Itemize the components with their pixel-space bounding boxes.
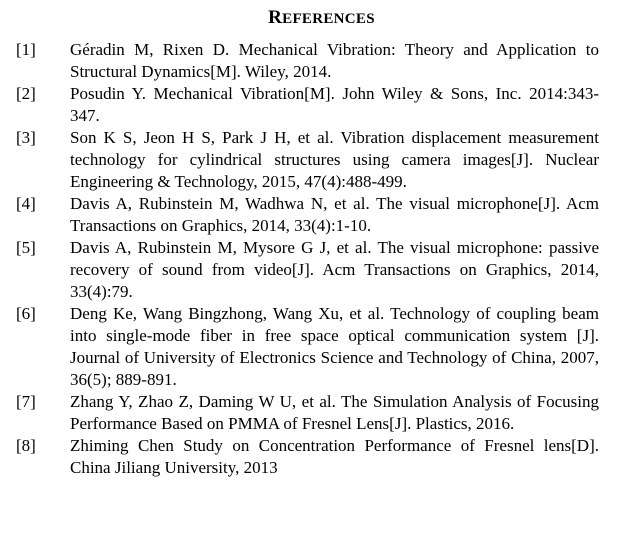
reference-item-4	[14, 193, 599, 237]
reference-text: Posudin Y. Mechanical Vibration[M]. John Wiley & Sons, Inc. 2014:343-347.	[70, 84, 599, 125]
reference-item-3	[14, 127, 599, 193]
heading-initial: R	[268, 7, 283, 28]
heading-rest: EFERENCES	[282, 11, 375, 27]
reference-item-7	[14, 391, 599, 435]
reference-text: Géradin M, Rixen D. Mechanical Vibration: Theory and Application to Structural Dynamics[M]. Wiley, 2014.	[70, 40, 599, 81]
reference-number: [1]	[16, 40, 36, 59]
reference-number: [6]	[16, 304, 36, 323]
reference-text: Davis A, Rubinstein M, Mysore G J, et al. The visual microphone: passive recovery of sound from video[J]. Acm Transactions on Graphics, 2014, 33(4):79.	[70, 238, 599, 301]
reference-number: [4]	[16, 194, 36, 213]
reference-number: [5]	[16, 238, 36, 257]
reference-item-8	[14, 435, 599, 479]
reference-item-2	[14, 83, 599, 127]
reference-number: [8]	[16, 436, 36, 455]
reference-number: [3]	[16, 128, 36, 147]
reference-number: [2]	[16, 84, 36, 103]
reference-text: Zhang Y, Zhao Z, Daming W U, et al. The Simulation Analysis of Focusing Performance Based on PMMA of Fresnel Lens[J]. Plastics, 2016.	[70, 392, 599, 433]
reference-item-5	[14, 237, 599, 303]
references-heading	[14, 6, 599, 31]
reference-item-6	[14, 303, 599, 391]
reference-list	[14, 39, 599, 479]
reference-text: Son K S, Jeon H S, Park J H, et al. Vibration displacement measurement technology for cylindrical structures using camera images[J]. Nuclear Engineering & Technology, 2015, 47(4):488-499.	[70, 128, 599, 191]
reference-text: Davis A, Rubinstein M, Wadhwa N, et al. The visual microphone[J]. Acm Transactions on Graphics, 2014, 33(4):1-10.	[70, 194, 599, 235]
reference-text: Deng Ke, Wang Bingzhong, Wang Xu, et al. Technology of coupling beam into single-mode fiber in free space optical communication system [J]. Journal of University of Electronics Science and Technology of China, 2007, 36(5); 889-891.	[70, 304, 599, 389]
reference-item-1	[14, 39, 599, 83]
reference-number: [7]	[16, 392, 36, 411]
reference-text: Zhiming Chen Study on Concentration Performance of Fresnel lens[D]. China Jiliang University, 2013	[70, 436, 599, 477]
